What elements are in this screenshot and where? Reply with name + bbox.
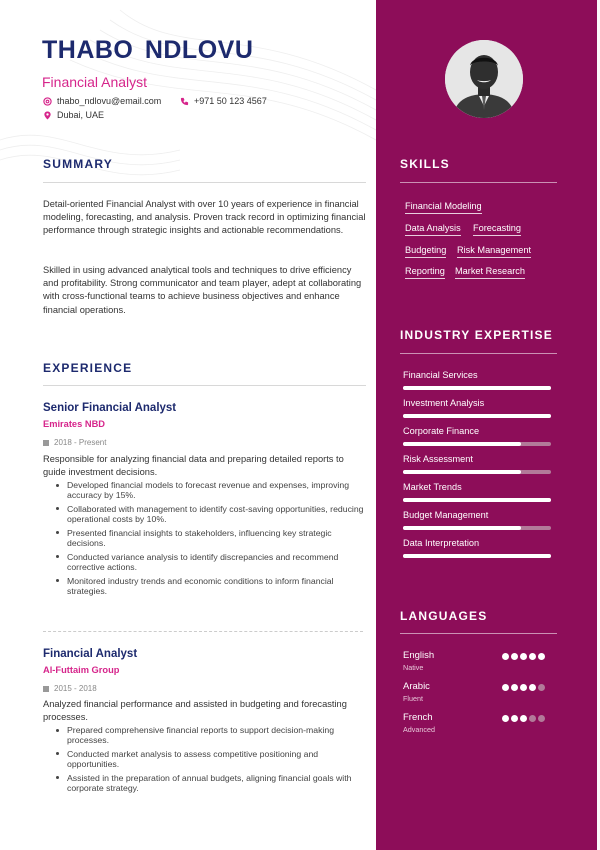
expertise-heading: INDUSTRY EXPERTISE <box>400 328 553 342</box>
language-level: Advanced <box>403 725 435 734</box>
expertise-bar <box>403 470 551 474</box>
expertise-bar-fill <box>403 554 551 558</box>
rating-dot <box>538 684 545 691</box>
company-name: Emirates NBD <box>43 419 106 429</box>
job-dates-text: 2018 - Present <box>54 438 107 447</box>
expertise-bar <box>403 498 551 502</box>
expertise-label: Corporate Finance <box>403 426 480 436</box>
expertise-bar-fill <box>403 442 521 446</box>
language-name: French <box>403 712 433 723</box>
calendar-icon <box>43 440 49 446</box>
company-name: Al-Futtaim Group <box>43 665 120 675</box>
rating-dot <box>511 653 518 660</box>
language-name: English <box>403 650 435 661</box>
job-separator <box>43 631 363 632</box>
rating-dot <box>538 715 545 722</box>
rating-dot <box>520 653 527 660</box>
skill-tag: Budgeting <box>405 245 446 258</box>
candidate-title: Financial Analyst <box>42 74 148 90</box>
language-rating <box>502 684 545 691</box>
summary-paragraph-2: Skilled in using advanced analytical tools and techniques to drive efficiency and profitability. Strong communicator and team player, adept at collaborating with cross-functional teams to achieve business objectives and enhance financial operations. <box>43 265 362 315</box>
location-pin-icon <box>43 111 52 120</box>
job-bullet: Collaborated with management to identify cost-saving opportunities, reducing operational costs by 10%. <box>53 504 368 525</box>
languages-heading: LANGUAGES <box>400 609 488 623</box>
location-contact <box>43 110 104 120</box>
rating-dot <box>502 653 509 660</box>
job-bullet: Assisted in the preparation of annual budgets, aligning financial goals with corporate strategy. <box>53 773 368 794</box>
summary-divider <box>43 182 366 183</box>
rating-dot <box>529 653 536 660</box>
rating-dot <box>529 684 536 691</box>
expertise-label: Market Trends <box>403 482 462 492</box>
job-bullet: Conducted market analysis to assess competitive positioning and opportunities. <box>53 749 368 770</box>
expertise-bar <box>403 414 551 418</box>
job-bullet: Conducted variance analysis to identify discrepancies and recommend corrective actions. <box>53 552 368 573</box>
job-dates <box>43 438 106 447</box>
skills-heading: SKILLS <box>400 157 450 171</box>
expertise-bar-fill <box>403 470 521 474</box>
skill-tag: Forecasting <box>473 223 521 236</box>
language-level: Native <box>403 663 424 672</box>
job-description: Responsible for analyzing financial data and preparing detailed reports to guide investment decisions. <box>43 454 344 477</box>
expertise-bar <box>403 554 551 558</box>
expertise-bar <box>403 386 551 390</box>
email-contact[interactable] <box>43 96 161 106</box>
rating-dot <box>538 653 545 660</box>
language-name: Arabic <box>403 681 430 692</box>
skill-tag: Data Analysis <box>405 223 461 236</box>
rating-dot <box>520 684 527 691</box>
expertise-label: Financial Services <box>403 370 478 380</box>
rating-dot <box>511 715 518 722</box>
job-bullet-list <box>53 725 368 797</box>
summary-paragraph-1: Detail-oriented Financial Analyst with over 10 years of experience in financial modeling, forecasting, and analysis. Proven track record in optimizing financial performance through strategic insights and actionable recommendations. <box>43 199 366 236</box>
expertise-label: Investment Analysis <box>403 398 485 408</box>
skill-tag: Reporting <box>405 266 445 279</box>
languages-divider <box>400 633 557 634</box>
job-bullet: Prepared comprehensive financial reports to support decision-making processes. <box>53 725 368 746</box>
rating-dot <box>520 715 527 722</box>
calendar-icon <box>43 686 49 692</box>
language-rating <box>502 653 545 660</box>
job-title: Financial Analyst <box>43 648 138 660</box>
at-icon <box>43 97 52 106</box>
rating-dot <box>529 715 536 722</box>
expertise-label: Budget Management <box>403 510 489 520</box>
profile-photo <box>445 40 523 118</box>
job-dates-text: 2015 - 2018 <box>54 684 97 693</box>
skill-tag: Risk Management <box>457 245 531 258</box>
job-title: Senior Financial Analyst <box>43 402 177 414</box>
phone-contact[interactable] <box>180 96 267 106</box>
expertise-bar-fill <box>403 498 551 502</box>
expertise-bar-fill <box>403 386 551 390</box>
job-bullet: Presented financial insights to stakeholders, influencing key strategic decisions. <box>53 528 368 549</box>
phone-icon <box>180 97 189 106</box>
rating-dot <box>502 684 509 691</box>
skills-divider <box>400 182 557 183</box>
experience-heading: EXPERIENCE <box>43 361 133 375</box>
expertise-label: Data Interpretation <box>403 538 480 548</box>
job-bullet: Developed financial models to forecast revenue and expenses, improving accuracy by 15%. <box>53 480 368 501</box>
location-text: Dubai, UAE <box>57 110 105 120</box>
skill-tag: Financial Modeling <box>405 201 482 214</box>
expertise-bar-fill <box>403 414 551 418</box>
language-level: Fluent <box>403 694 423 703</box>
rating-dot <box>511 684 518 691</box>
skill-tag: Market Research <box>455 266 525 279</box>
email-text: thabo_ndlovu@email.com <box>57 96 162 106</box>
expertise-bar <box>403 526 551 530</box>
rating-dot <box>502 715 509 722</box>
expertise-divider <box>400 353 557 354</box>
summary-heading: SUMMARY <box>43 157 113 171</box>
language-rating <box>502 715 545 722</box>
job-description: Analyzed financial performance and assisted in budgeting and forecasting processes. <box>43 699 347 722</box>
expertise-bar <box>403 442 551 446</box>
job-bullet: Monitored industry trends and economic conditions to inform financial strategies. <box>53 576 368 597</box>
experience-divider <box>43 385 366 386</box>
expertise-bar-fill <box>403 526 521 530</box>
phone-text: +971 50 123 4567 <box>194 96 267 106</box>
expertise-label: Risk Assessment <box>403 454 473 464</box>
job-dates <box>43 684 97 693</box>
person-portrait-icon <box>445 40 523 118</box>
job-bullet-list <box>53 480 368 599</box>
candidate-name: THABO NDLOVU <box>42 36 254 64</box>
